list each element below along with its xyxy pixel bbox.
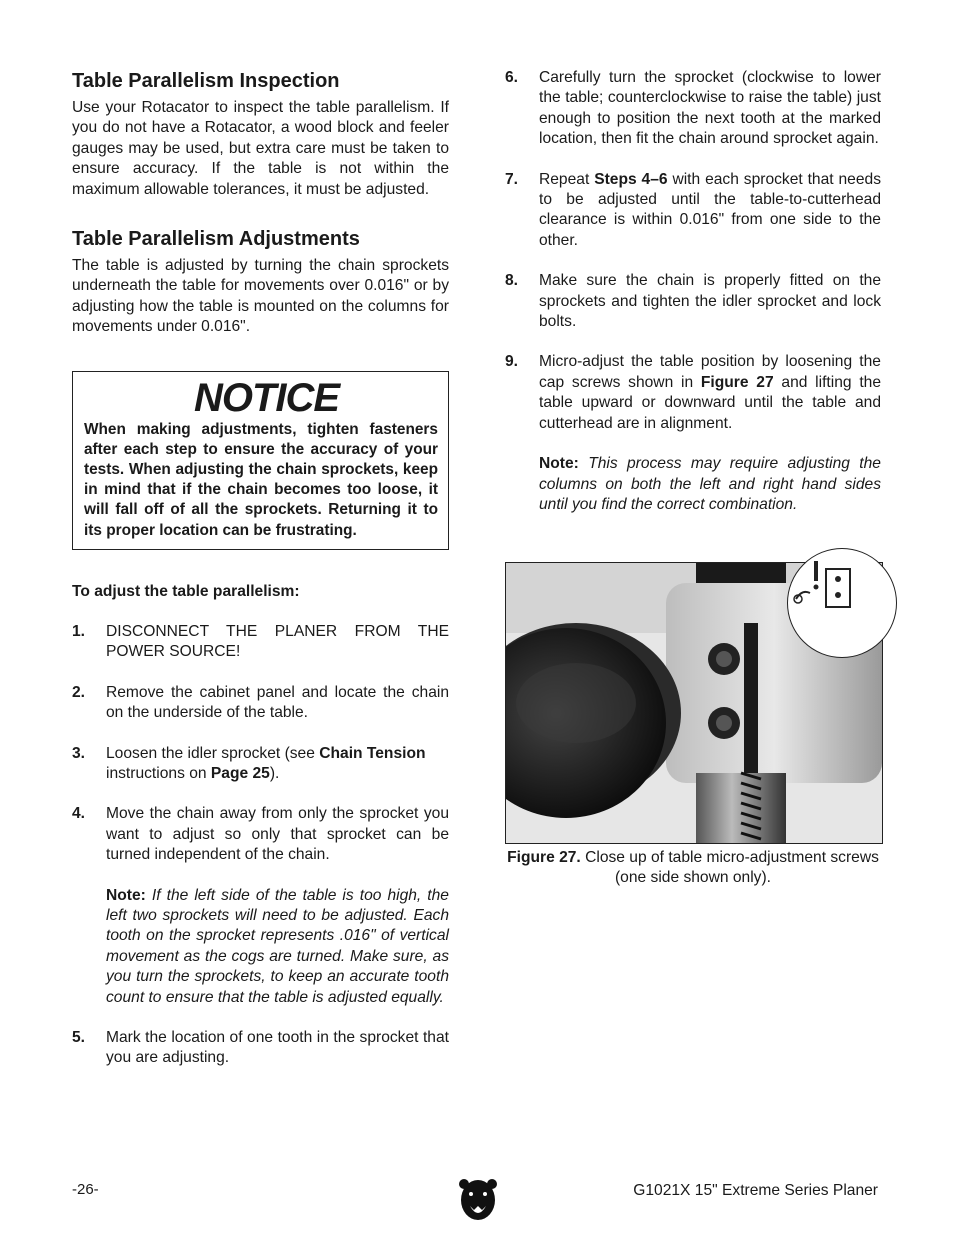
- right-column: [505, 68, 881, 515]
- step-9: [505, 352, 881, 515]
- step-number: 4.: [72, 805, 86, 823]
- step-7: [505, 170, 881, 252]
- note-label: Note:: [106, 886, 146, 904]
- step-number: 9.: [505, 353, 519, 371]
- figure-27-ref: Figure 27: [700, 373, 774, 391]
- left-column: [72, 68, 449, 1069]
- step-number: 3.: [72, 744, 86, 762]
- step-number: 1.: [72, 622, 86, 640]
- step-number: 6.: [505, 69, 519, 86]
- inspection-title: Table Parallelism Inspection: [72, 70, 340, 92]
- step-text: Make sure the chain is properly fitted on the sprockets and tighten the idler sprocket and lock bolts.: [539, 272, 881, 331]
- page-number: -26-: [72, 1181, 99, 1198]
- step-6: [505, 68, 881, 150]
- step-9-note: [539, 454, 881, 515]
- steps-list-right: [505, 68, 881, 515]
- step-text: [539, 352, 881, 434]
- step-text: [539, 170, 881, 252]
- step-5: [72, 1028, 449, 1069]
- step-number: 5.: [72, 1028, 86, 1046]
- notice-body: When making adjustments, tighten fasteners after each step to ensure the accuracy of your tests. When adjusting the chain sprockets, keep in mind that if the chain becomes too loose, it will fall off of all the sprockets. Returning it to its proper location can be frustrating.: [84, 420, 438, 539]
- step-number: 7.: [505, 170, 519, 188]
- adjustments-title: Table Parallelism Adjustments: [72, 228, 360, 251]
- footer-model: G1021X 15" Extreme Series Planer: [633, 1182, 878, 1199]
- step-text: Remove the cabinet panel and locate the chain on the underside of the table.: [106, 683, 449, 722]
- disconnect-warning-icon: [787, 548, 897, 658]
- adjustments-body: The table is adjusted by turning the chain sprockets underneath the table for movements over 0.016" or by adjusting how the table is mounted on the columns for movements under 0.016".: [72, 257, 449, 336]
- step-4-note: [106, 886, 449, 1008]
- notice-box: [72, 371, 449, 550]
- steps-list-left: [72, 622, 449, 1069]
- steps-4-6-ref: Steps 4–6: [594, 170, 668, 188]
- step-text: Carefully turn the sprocket (clockwise to lower the table; counterclockwise to raise the table) just enough to position the next tooth at the marked location, then fit the chain around sprocket again.: [539, 69, 881, 148]
- step-number: 2.: [72, 683, 86, 701]
- step-text-post: with each sprocket that needs to be adjusted until the table-to-cutterhead clearance is within 0.016" from one side to the other.: [539, 170, 881, 249]
- step-text: Mark the location of one tooth in the sprocket that you are adjusting.: [106, 1028, 449, 1067]
- step-3: [72, 744, 449, 785]
- step-2: [72, 683, 449, 724]
- step-text-post: and lifting the table upward or downward until the table and cutterhead are in alignment.: [539, 373, 881, 432]
- note-text: If the left side of the table is too high, the left two sprockets will need to be adjusted. Each tooth on the sprocket represents .016" of vertical movement as the cogs are turned. Make sure, as you turn the sprockets, to keep an accurate tooth count to ensure that the table is adjusted equally.: [106, 886, 449, 1006]
- step-1: [72, 622, 449, 663]
- notice-title: NOTICE: [194, 375, 340, 420]
- chain-tension-ref: Chain Tension: [319, 744, 426, 762]
- grizzly-bear-logo-icon: [458, 1176, 498, 1224]
- figure-label: Figure 27.: [507, 849, 581, 866]
- page-25-ref: Page 25: [210, 764, 270, 782]
- step-text-pre: Loosen the idler sprocket (see: [106, 744, 320, 762]
- step-text: Move the chain away from only the sprocket you want to adjust so only that sprocket can be turned independent of the chain.: [106, 805, 449, 864]
- note-text: This process may require adjusting the columns on both the left and right hand sides until you find the correct combination.: [539, 455, 881, 513]
- step-text: [106, 744, 449, 785]
- step-text: DISCONNECT THE PLANER FROM THE POWER SOURCE!: [106, 622, 449, 661]
- step-8: [505, 271, 881, 332]
- step-number: 8.: [505, 272, 519, 290]
- step-text-post: ).: [269, 764, 280, 782]
- step-4: [72, 804, 449, 1008]
- plug-outlet-icon: [788, 549, 896, 657]
- step-text-pre: Micro-adjust the table position by loosening the cap screws shown in: [539, 353, 881, 391]
- note-label: Note:: [539, 455, 579, 473]
- step-text-pre: Repeat: [539, 170, 595, 188]
- step-text-mid: instructions on: [106, 764, 211, 782]
- figure-caption-text: Close up of table micro-adjustment screws (one side shown only).: [580, 849, 879, 887]
- inspection-body: Use your Rotacator to inspect the table parallelism. If you do not have a Rotacator, a wood block and feeler gauges may be used, but extra care must be taken to ensure accuracy. If the table is not within the maximum allowable tolerances, it must be adjusted.: [72, 99, 449, 198]
- figure-caption: [505, 848, 881, 889]
- procedure-heading: To adjust the table parallelism:: [72, 582, 300, 600]
